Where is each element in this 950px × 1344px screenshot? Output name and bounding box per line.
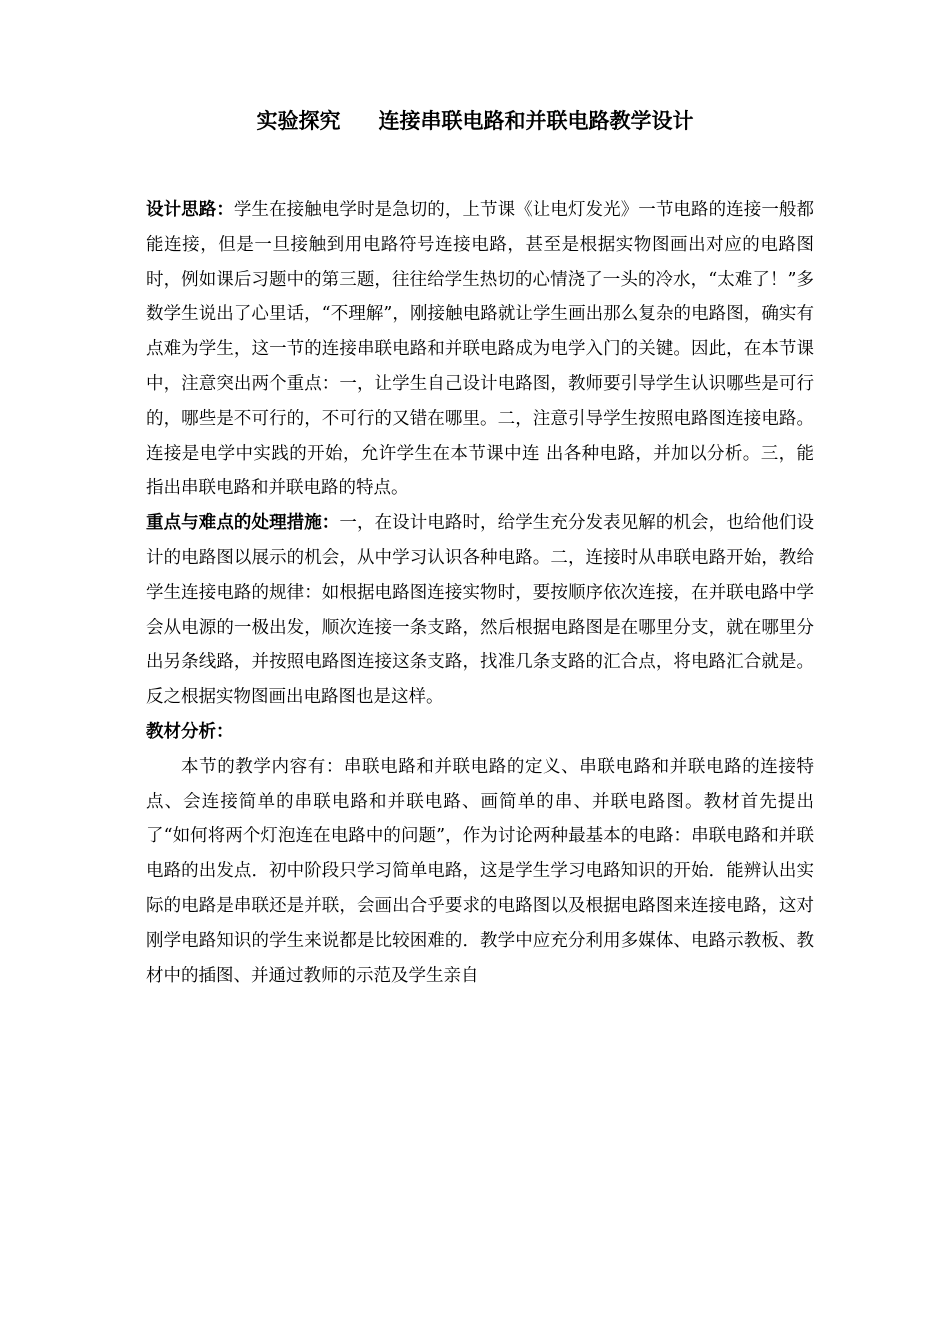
title-part-1: 实验探究 [256, 109, 341, 133]
design-paragraph [146, 193, 814, 506]
material-heading: 教材分析： [146, 721, 234, 742]
title-part-2: 连接串联电路和并联电路教学设计 [378, 109, 694, 133]
key-points-text: 一，在设计电路时，给学生充分发表见解的机会，也给他们设计的电路图以展示的机会，从中学习认识各种电路。二，连接时从串联电路开始，教给学生连接电路的规律：如根据电路图连接实物时，要按顺序依次连接，在并联电路中学会从电源的一极出发，顺次连接一条支路，然后根据电路图是在哪里分支，就在哪里分出另条线路，并按照电路图连接这条支路，找准几条支路的汇合点，将电路汇合就是。反之根据实物图画出电路图也是这样。 [146, 513, 815, 708]
design-text: 学生在接触电学时是急切的，上节课《让电灯发光》一节电路的连接一般都能连接，但是一旦接触到用电路符号连接电路，甚至是根据实物图画出对应的电路图时，例如课后习题中的第三题，往往给学生热切的心情浇了一头的冷水，“太难了！”多数学生说出了心里话，“不理解”，刚接触电路就让学生画出那么复杂的电路图，确实有点难为学生，这一节的连接串联电路和并联电路成为电学入门的关键。因此，在本节课中，注意突出两个重点：一，让学生自己设计电路图，教师要引导学生认识哪些是可行的，哪些是不可行的，不可行的又错在哪里。二，注意引导学生按照电路图连接电路。连接是电学中实践的开始，允许学生在本节课中连 出各种电路，并加以分析。三，能指出串联电路和并联电路的特点。 [146, 200, 814, 499]
key-points-label: 重点与难点的处理措施： [146, 513, 340, 534]
key-points-paragraph [146, 506, 814, 715]
material-paragraph: 本节的教学内容有：串联电路和并联电路的定义、串联电路和并联电路的连接特点、会连接简单的串联电路和并联电路、画简单的串、并联电路图。教材首先提出了“如何将两个灯泡连在电路中的问题”，作为讨论两种最基本的电路：串联电路和并联电路的出发点．初中阶段只学习简单电路，这是学生学习电路知识的开始．能辨认出实际的电路是串联还是并联，会画出合乎要求的电路图以及根据电路图来连接电路，这对刚学电路知识的学生来说都是比较困难的．教学中应充分利用多媒体、电路示教板、教材中的插图、并通过教师的示范及学生亲自 [146, 756, 814, 986]
document-body [146, 193, 814, 993]
page-title [0, 104, 950, 138]
design-label: 设计思路： [146, 200, 234, 220]
